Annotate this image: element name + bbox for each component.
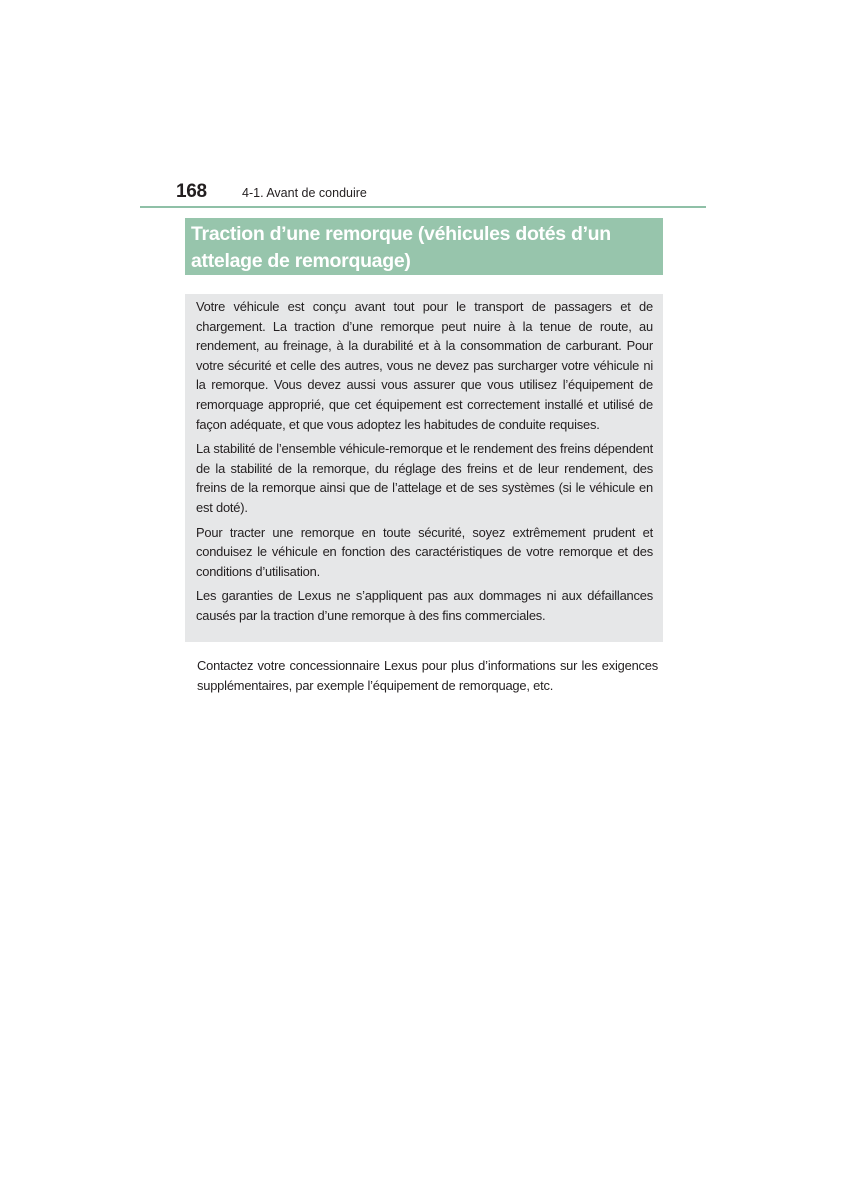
section-title-banner bbox=[185, 218, 663, 275]
caution-paragraph-4: Les garanties de Lexus ne s’appliquent pas aux dommages ni aux défaillances causés par la traction d’une remorque à des fins commerciales. bbox=[196, 588, 653, 623]
caution-paragraph-2: La stabilité de l’ensemble véhicule-remorque et le rendement des freins dépendent de la stabilité de la remorque, du réglage des freins et de leur rendement, des freins de la remorque ainsi que de l’attelage et de ses systèmes (si le véhicule en est doté). bbox=[196, 441, 653, 515]
section-reference: 4-1. Avant de conduire bbox=[242, 186, 367, 200]
header-divider bbox=[140, 206, 706, 208]
section-title-line-1: Traction d’une remorque (véhicules dotés d’un bbox=[191, 223, 611, 245]
section-title-line-2: attelage de remorquage) bbox=[191, 250, 411, 272]
caution-paragraph-3: Pour tracter une remorque en toute sécurité, soyez extrêmement prudent et conduisez le véhicule en fonction des caractéristiques de votre remorque et des conditions d’utilisation. bbox=[196, 524, 653, 579]
page-number: 168 bbox=[176, 181, 207, 202]
caution-paragraph-1: Votre véhicule est conçu avant tout pour le transport de passagers et de chargement. La traction d’une remorque peut nuire à la tenue de route, au rendement, au freinage, à la durabilité et à la consommation de carburant. Pour votre sécurité et celle des autres, vous ne devez pas surcharger votre véhicule ni la remorque. Vous devez aussi vous assurer que vous utilisez l’équipement de remorquage approprié, que cet équipement est correctement installé et utilisé de façon adéquate, et que vous adoptez les habitudes de conduite requises. bbox=[196, 299, 653, 432]
caution-box bbox=[185, 294, 663, 642]
note-paragraph: Contactez votre concessionnaire Lexus pour plus d’informations sur les exigences supplémentaires, par exemple l’équipement de remorquage, etc. bbox=[197, 658, 658, 693]
